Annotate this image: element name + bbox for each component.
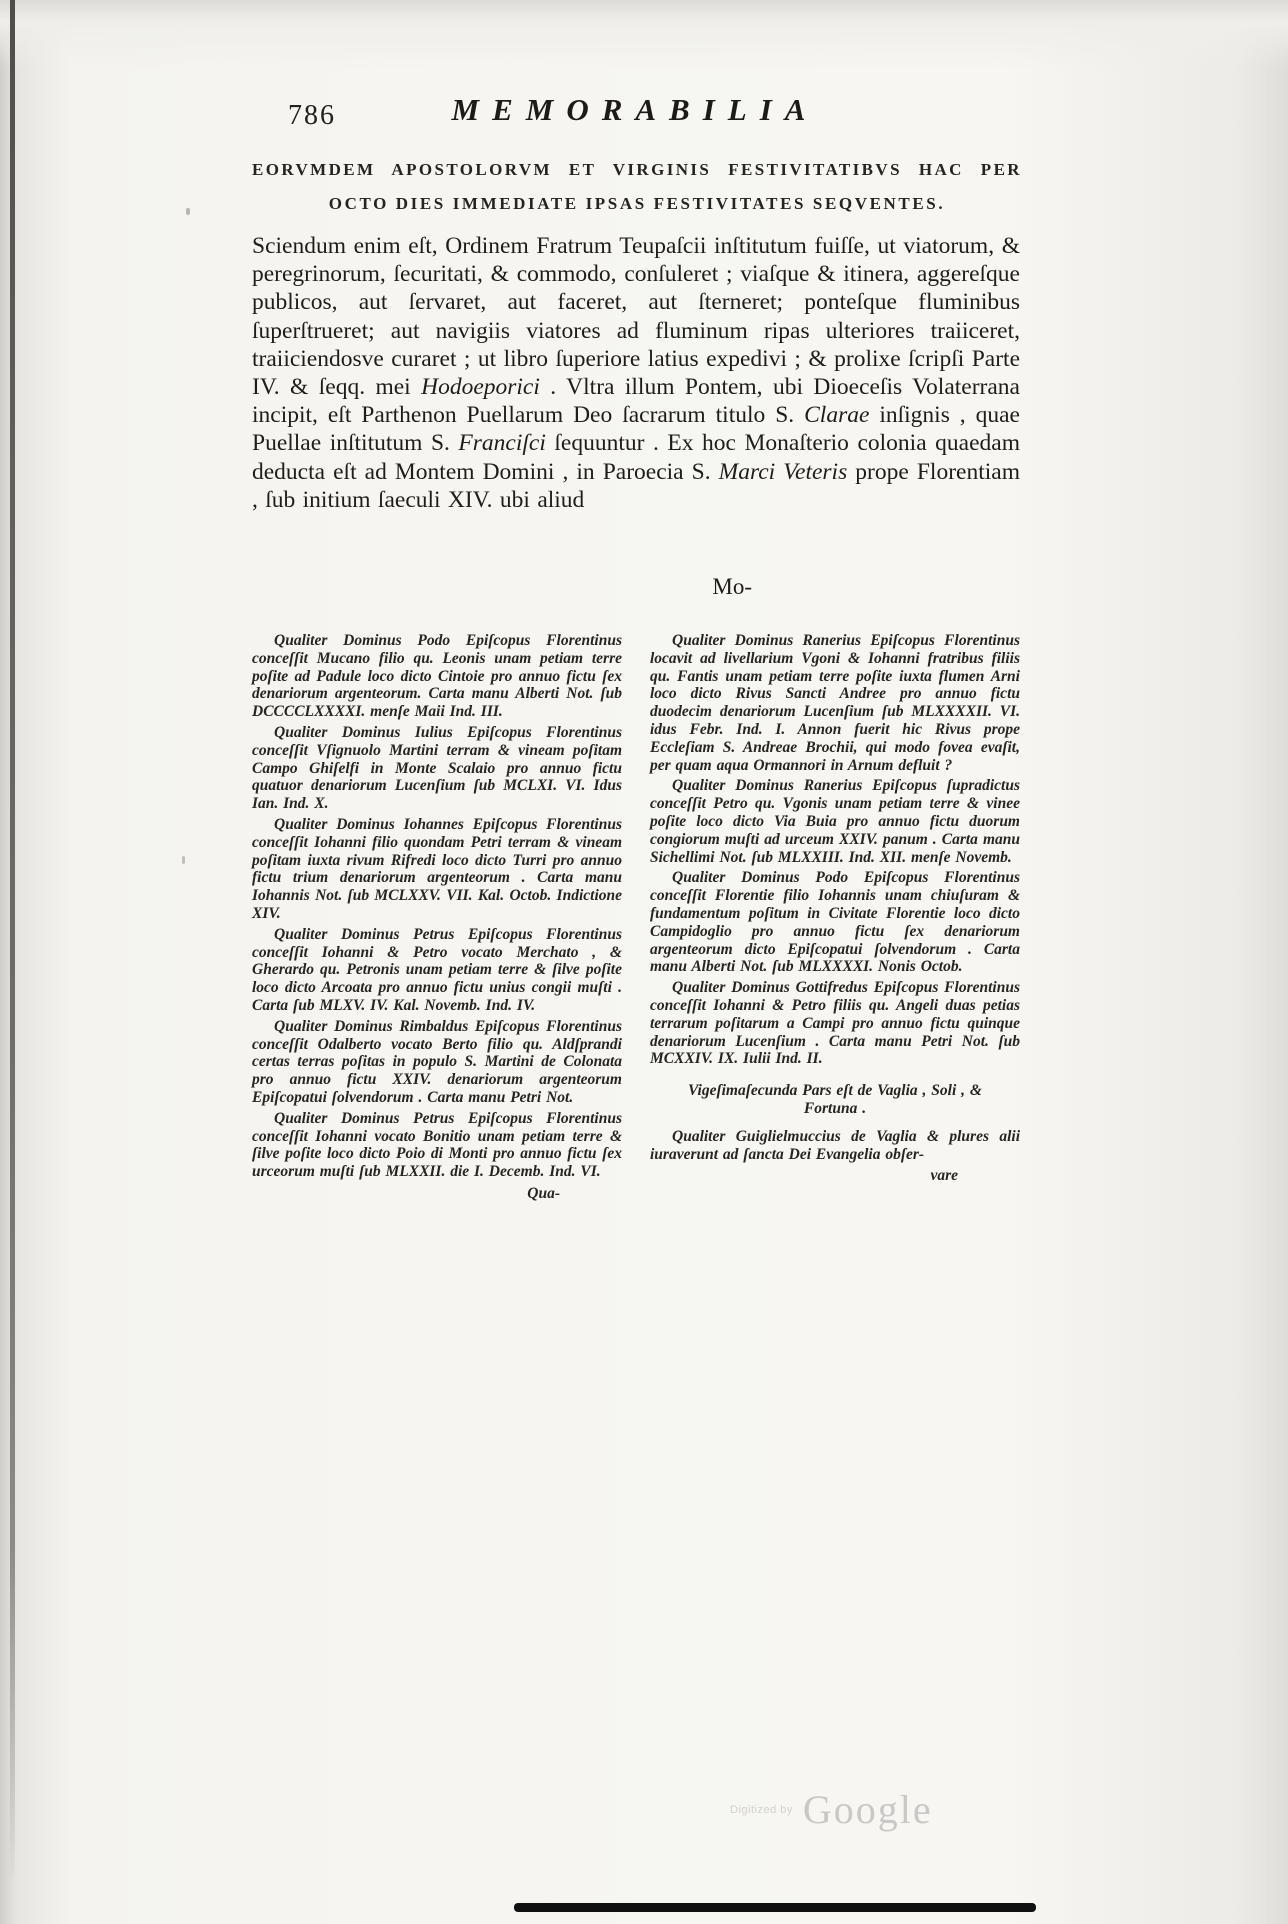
body-segment: inſignis , quae Puellae inſtitutum S. — [252, 402, 1020, 457]
footnote-entry: Qualiter Dominus Ranerius Epiſcopus Florentinus locavit ad livellarium Vgoni & Iohanni fratribus filiis qu. Fantis unam petiam terre poſite iuxta flumen Arni loco dicto Rivus Sancti Andree pro annuo fictu duodecim denariorum Lucenſium ſub MLXXXXII. VI. idus Febr. Ind. I. Annon fuerit hic Rivus prope Eccleſiam S. Andreae Brochii, qui modo fovea evaſit, per quam aqua Ormannori in Arnum defluit ? — [650, 632, 1020, 774]
scan-speck — [182, 856, 185, 864]
body-segment: ſequuntur . Ex hoc Monaſterio colonia quaedam deducta eſt ad Montem Domini , in Paroecia S. — [252, 430, 1020, 485]
footnote-entry: Qualiter Dominus Ranerius Epiſcopus ſupradictus conceſſit Petro qu. Vgonis unam petiam terre & vinee poſite loco dicto Via Buia pro annuo fictu duorum congiorum muſti ad urceum XXIV. panum . Carta manu Sichellimi Not. ſub MLXXIII. Ind. XII. menſe Novemb. — [650, 777, 1020, 866]
page-number: 786 — [288, 100, 336, 131]
catchword-main-text: Mo- — [712, 574, 752, 599]
chapter-subtitle-line-2: OCTO DIES IMMEDIATE IPSAS FESTIVITATES SEQVENTES. — [328, 194, 946, 213]
body-segment-italic: Franciſci — [458, 430, 546, 457]
footnote-entry: Qualiter Dominus Podo Epiſcopus Florentinus conceſſit Florentie filio Iohannis unam chiuſuram & fundamentum poſitum in Civitate Florentie loco dicto Campidoglio pro annuo fictu ſex denariorum argenteorum dicto Epiſcopatui ſolvendorum . Carta manu Alberti Not. ſub MLXXXXI. Nonis Octob. — [650, 869, 1020, 976]
scan-bottom-bar-artifact — [514, 1903, 1036, 1912]
footnotes-section — [252, 632, 1020, 1206]
catchword: Qua- — [527, 1184, 560, 1202]
scan-edge-artifact — [10, 0, 15, 1886]
chapter-subtitle-line-1: EORVMDEM APOSTOLORVM ET VIRGINIS FESTIVITATIBVS HAC PER — [252, 160, 1022, 179]
footnote-entry: Qualiter Dominus Iulius Epiſcopus Florentinus conceſſit Vſignuolo Martini terram & vineam poſitam Campo Ghiſelfi in Monte Scalaio pro annuo fictu quatuor denariorum Lucenſium ſub MCLXI. VI. Idus Ian. Ind. X. — [252, 723, 622, 813]
digitization-watermark — [730, 1786, 933, 1833]
footnotes-left — [252, 632, 622, 1206]
page-title: MEMORABILIA — [451, 92, 819, 127]
digitized-by-label: Digitized by — [730, 1803, 793, 1816]
body-segment: Sciendum enim eſt, Ordinem Fratrum Teupaſcii inſtitutum fuiſſe, ut viatorum, & peregrinorum, ſecuritati, & commodo, conſuleret ; viaſque & itinera, aggereſque publicos, aut ſervaret, aut faceret, aut ſterneret; ponteſque fluminibus ſuperſtrueret; aut navigiis viatores ad fluminum ripas ulteriores traiiceret, traiiciendosve curaret ; ut libro ſuperiore latius expedivi ; & prolixe ſcripſi Parte IV. & ſeqq. mei — [252, 233, 1020, 401]
scan-speck — [186, 208, 190, 215]
footnote-section-heading: Vigeſimaſecunda Pars eſt de Vaglia , Soli , & Fortuna . — [688, 1082, 982, 1117]
body-segment-italic: Clarae — [804, 402, 870, 429]
body-paragraph — [252, 232, 1020, 514]
body-segment: prope Florentiam , ſub initium ſaeculi XIV. ubi aliud — [252, 458, 1020, 513]
google-watermark-logo: Google — [802, 1787, 933, 1832]
footnote-entry: Qualiter Dominus Iohannes Epiſcopus Florentinus conceſſit Iohanni filio quondam Petri terram & vineam poſitam iuxta rivum Rifredi loco dicto Turri pro annuo fictu trium denariorum argenteorum . Carta manu Iohannis Not. ſub MCLXXV. VII. Kal. Octob. Indictione XIV. — [252, 815, 622, 922]
footnote-entry: Qualiter Dominus Podo Epiſcopus Florentinus conceſſit Mucano filio qu. Leonis unam petiam terre poſite ad Padule loco dicto Cintoie pro annuo fictu ſex denariorum argenteorum. Carta manu Alberti Not. ſub DCCCCLXXXXI. menſe Maii Ind. III. — [252, 632, 622, 721]
footnotes-right — [650, 632, 1020, 1206]
body-segment-italic: Hodoeporici — [421, 374, 540, 401]
footnote-entry: Qualiter Dominus Petrus Epiſcopus Florentinus conceſſit Iohanni vocato Bonitio unam petiam terre & ſilve poſite loco dicto Poio di Monti pro annuo fictu ſex urceorum muſti ſub MLXXII. die I. Decemb. Ind. VI. — [252, 1109, 622, 1181]
catchword: vare — [930, 1167, 958, 1185]
body-segment-italic: Marci Veteris — [718, 458, 848, 485]
body-segment: . Vltra illum Pontem, ubi Dioeceſis Volaterrana incipit, eſt Parthenon Puellarum Deo ſacrarum titulo S. — [252, 374, 1020, 429]
footnote-entry: Qualiter Dominus Rimbaldus Epiſcopus Florentinus conceſſit Odalberto vocato Berto filio qu. Aldſprandi certas terras poſitas in populo S. Martini de Colonata pro annuo fictu XXIV. denariorum argenteorum Epiſcopatui ſolvendorum . Carta manu Petri Not. — [252, 1017, 622, 1106]
footnote-entry: Qualiter Dominus Gottifredus Epiſcopus Florentinus conceſſit Iohanni & Petro filiis qu. Angeli duas petias terrarum poſitarum a Campi pro annuo fictu quinque denariorum Lucenſium . Carta manu Petri Not. ſub MCXXIV. IX. Iulii Ind. II. — [650, 979, 1020, 1068]
footnote-entry: Qualiter Guiglielmuccius de Vaglia & plures alii iuraverunt ad ſancta Dei Evangelia obſer- — [650, 1127, 1020, 1163]
footnote-entry: Qualiter Dominus Petrus Epiſcopus Florentinus conceſſit Iohanni & Petro vocato Merchato , & Gherardo qu. Petronis unam petiam terre & ſilve poſite loco dicto Arcoata pro annuo fictu unius congii muſti . Carta ſub MLXV. IV. Kal. Novemb. Ind. IV. — [252, 925, 622, 1014]
